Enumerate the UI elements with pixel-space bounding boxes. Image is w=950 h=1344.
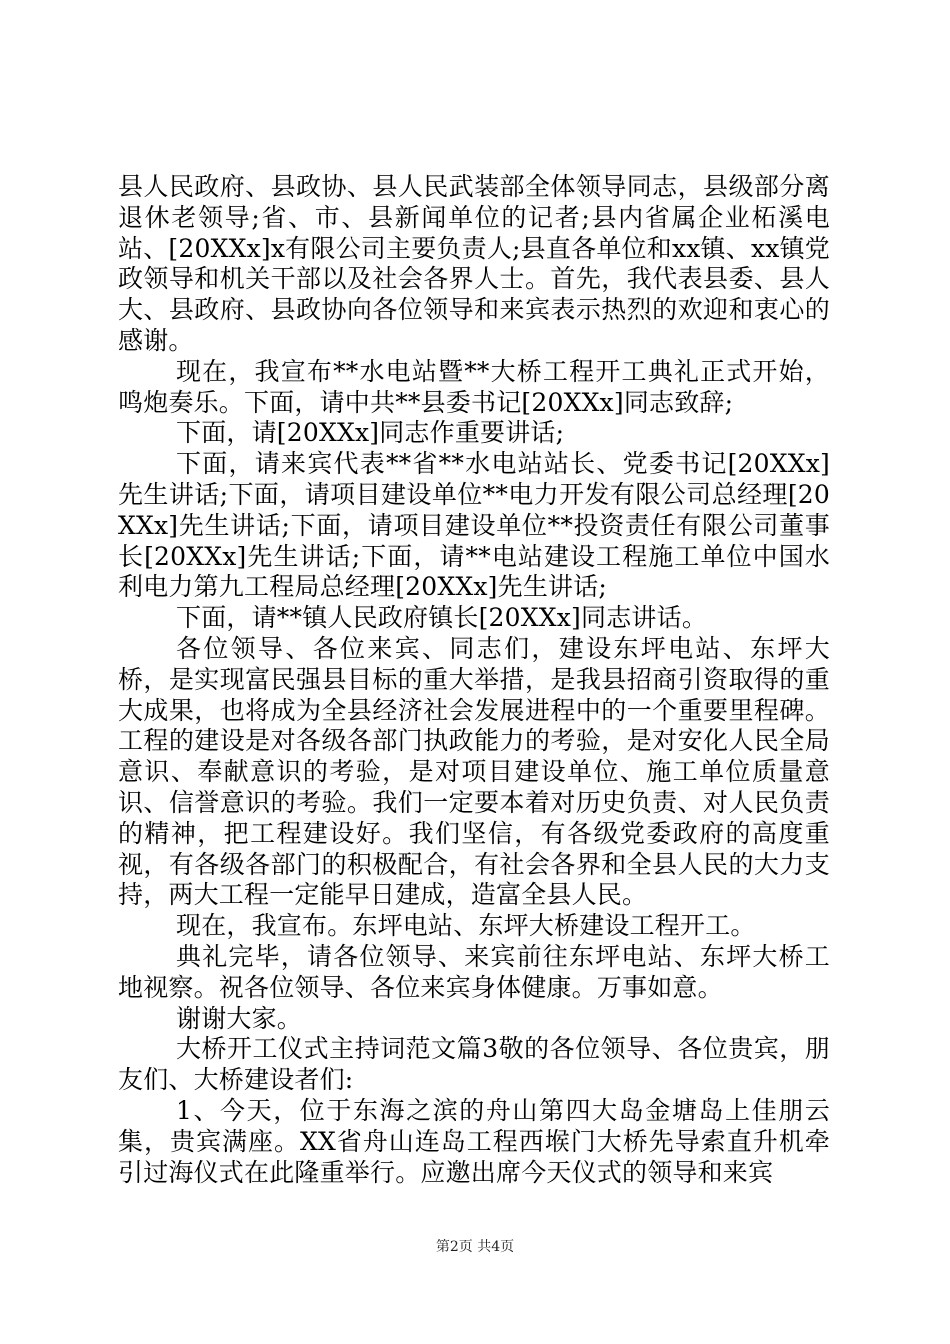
paragraph-5: 下面，请**镇人民政府镇长[20XXx]同志讲话。 [176,603,708,633]
paragraph-3: 下面，请[20XXx]同志作重要讲话; [176,418,565,448]
paragraph-1: 县人民政府、县政协、县人民武装部全体领导同志，县级部分离退休老领导;省、市、县新闻单位的记者;县内省属企业柘溪电站、[20XXx]x有限公司主要负责人;县直各单位和xx镇、xx镇党政领导和机关干部以及社会各界人士。首先，我代表县委、县人大、县政府、县政协向各位领导和来宾表示热烈的欢迎和衷心的感谢。 [118,172,830,355]
paragraph-7: 现在，我宣布。东坪电站、东坪大桥建设工程开工。 [176,911,756,941]
paragraph-6: 各位领导、各位来宾、同志们，建设东坪电站、东坪大桥，是实现富民强县目标的重大举措，是我县招商引资取得的重大成果，也将成为全县经济社会发展进程中的一个重要里程碑。工程的建设是对各级各部门执政能力的考验，是对安化人民全局意识、奉献意识的考验，是对项目建设单位、施工单位质量意识、信誉意识的考验。我们一定要本着对历史负责、对人民负责的精神，把工程建设好。我们坚信，有各级党委政府的高度重视，有各级各部门的积极配合，有社会各界和全县人民的大力支持，两大工程一定能早日建成，造富全县人民。 [118,633,830,910]
paragraph-8: 典礼完毕，请各位领导、来宾前往东坪电站、东坪大桥工地视察。祝各位领导、各位来宾身体健康。万事如意。 [118,941,830,1002]
document-body [118,172,830,1188]
page-footer [0,1238,950,1256]
paragraph-2: 现在，我宣布**水电站暨**大桥工程开工典礼正式开始，鸣炮奏乐。下面，请中共**县委书记[20XXx]同志致辞; [118,356,830,417]
paragraph-10: 大桥开工仪式主持词范文篇3敬的各位领导、各位贵宾，朋友们、大桥建设者们: [118,1034,830,1095]
paragraph-9: 谢谢大家。 [176,1003,303,1033]
page-number-label: 第2页 共4页 [435,1239,515,1255]
paragraph-4: 下面，请来宾代表**省**水电站站长、党委书记[20XXx]先生讲话;下面，请项目建设单位**电力开发有限公司总经理[20XXx]先生讲话;下面，请项目建设单位**投资责任有限公司董事长[20XXx]先生讲话;下面，请**电站建设工程施工单位中国水利电力第九工程局总经理[20XXx]先生讲话; [118,449,830,602]
paragraph-11: 1、今天，位于东海之滨的舟山第四大岛金塘岛上佳朋云集，贵宾满座。XX省舟山连岛工程西堠门大桥先导索直升机牵引过海仪式在此隆重举行。应邀出席今天仪式的领导和来宾 [118,1095,830,1187]
